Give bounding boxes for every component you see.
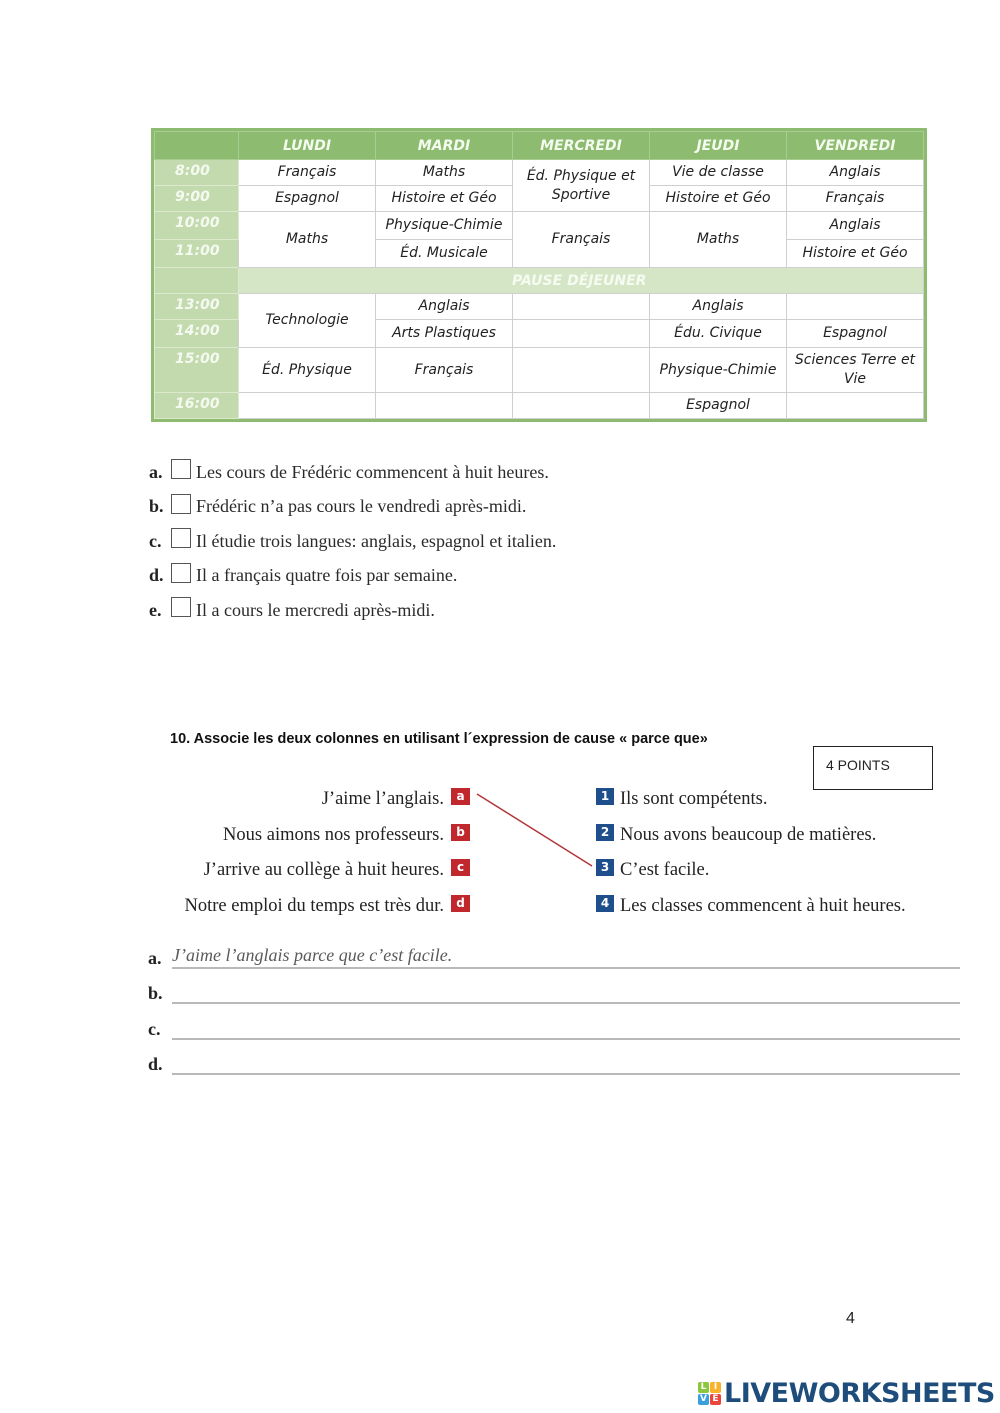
timetable-cell: Anglais [787,212,924,240]
answer-row [148,933,960,969]
timetable-cell: Français [376,348,513,393]
item-letter: e. [149,599,162,620]
points-box: 4 POINTS [813,746,933,790]
day-header-mardi: MARDI [376,132,513,160]
answer-field[interactable]: J’aime l’anglais parce que c’est facile. [172,945,960,969]
timetable-cell: Technologie [239,294,376,348]
time-label: 10:00 [155,212,239,240]
right-column [596,782,906,924]
match-text: Ils sont compétents. [620,789,768,810]
time-label: 13:00 [155,294,239,320]
day-header-lundi: LUNDI [239,132,376,160]
day-header-jeudi: JEUDI [650,132,787,160]
answer-letter: d. [148,1054,163,1074]
timetable-cell: Français [513,212,650,268]
timetable-cell: Français [787,186,924,212]
timetable-cell [376,393,513,419]
answer-field[interactable] [172,980,960,1004]
timetable-cell: Anglais [787,160,924,186]
left-column [185,782,470,924]
item-letter: b. [149,496,164,517]
timetable-cell: Anglais [650,294,787,320]
timetable-cell: Éd. Physique [239,348,376,393]
statement-text: Les cours de Frédéric commencent à huit heures. [196,461,549,482]
statement-text: Il étudie trois langues: anglais, espagnol et italien. [196,530,557,551]
match-text: J’arrive au collège à huit heures. [203,860,444,881]
logo-text: LIVEWORKSHEETS [724,1378,995,1409]
statement-text: Il a français quatre fois par semaine. [196,565,458,586]
timetable-cell [787,294,924,320]
live-logo-icon: L I V E [698,1382,721,1405]
match-text: Les classes commencent à huit heures. [620,895,906,916]
timetable-cell: Édu. Civique [650,320,787,348]
letter-badge: c [451,859,470,876]
number-badge: 3 [596,859,614,876]
answer-field[interactable] [172,1016,960,1040]
time-label: 9:00 [155,186,239,212]
timetable-cell: Histoire et Géo [787,240,924,268]
match-item-right[interactable] [596,782,906,818]
checkbox[interactable] [171,528,191,548]
timetable-cell: Maths [376,160,513,186]
timetable-cell: Maths [239,212,376,268]
time-label: 14:00 [155,320,239,348]
answer-letter: a. [148,947,162,968]
exercise-title: 10. Associe les deux colonnes en utilisant l´expression de cause « parce que» [170,731,708,747]
time-label: 8:00 [155,160,239,186]
letter-badge: b [451,824,470,841]
time-label [155,268,239,294]
item-letter: c. [149,530,162,551]
timetable-cell: Espagnol [787,320,924,348]
checkbox[interactable] [171,494,191,514]
answer-row [148,1004,960,1040]
checkbox[interactable] [171,459,191,479]
match-text: Notre emploi du temps est très dur. [184,895,444,916]
timetable-cell: Arts Plastiques [376,320,513,348]
answer-row [148,1040,960,1076]
list-item [149,593,556,628]
match-item-left[interactable] [185,889,470,925]
timetable-corner [155,132,239,160]
timetable-cell: Physique-Chimie [650,348,787,393]
day-header-vendredi: VENDREDI [787,132,924,160]
timetable-cell [513,348,650,393]
match-item-left[interactable] [185,853,470,889]
number-badge: 2 [596,824,614,841]
number-badge: 4 [596,895,614,912]
timetable-cell [787,393,924,419]
time-label: 15:00 [155,348,239,393]
liveworksheets-logo [698,1378,995,1409]
letter-badge: d [451,895,470,912]
answer-row [148,969,960,1005]
list-item [149,524,556,559]
match-text: Nous aimons nos professeurs. [223,824,444,845]
true-false-list [149,455,556,628]
checkbox[interactable] [171,563,191,583]
checkbox[interactable] [171,597,191,617]
timetable-cell [239,393,376,419]
match-item-right[interactable] [596,818,906,854]
timetable-cell: Éd. Musicale [376,240,513,268]
answer-lines [148,933,960,1075]
page-number: 4 [846,1310,855,1327]
timetable-cell [513,294,650,320]
match-item-right[interactable] [596,853,906,889]
timetable-cell: Anglais [376,294,513,320]
timetable [151,128,927,422]
list-item [149,455,556,490]
match-text: Nous avons beaucoup de matières. [620,824,877,845]
match-item-left[interactable] [185,782,470,818]
timetable-cell: Histoire et Géo [650,186,787,212]
answer-field[interactable] [172,1051,960,1075]
lunch-break-row: PAUSE DÉJEUNER [239,268,924,294]
item-letter: d. [149,565,164,586]
timetable-cell [513,320,650,348]
time-label: 11:00 [155,240,239,268]
timetable-cell: Éd. Physique et Sportive [513,160,650,212]
time-label: 16:00 [155,393,239,419]
match-item-right[interactable] [596,889,906,925]
statement-text: Il a cours le mercredi après-midi. [196,599,435,620]
timetable-cell: Espagnol [650,393,787,419]
statement-text: Frédéric n’a pas cours le vendredi après-midi. [196,496,527,517]
timetable-cell [513,393,650,419]
timetable-cell: Maths [650,212,787,268]
match-text: C’est facile. [620,860,710,881]
timetable-cell: Espagnol [239,186,376,212]
timetable-cell: Français [239,160,376,186]
timetable-cell: Histoire et Géo [376,186,513,212]
letter-badge: a [451,788,470,805]
list-item [149,559,556,594]
timetable-cell: Physique-Chimie [376,212,513,240]
answer-letter: b. [148,983,163,1003]
timetable-cell: Vie de classe [650,160,787,186]
answer-letter: c. [148,1018,161,1039]
list-item [149,490,556,525]
item-letter: a. [149,461,163,482]
match-text: J’aime l’anglais. [321,789,444,810]
number-badge: 1 [596,788,614,805]
match-item-left[interactable] [185,818,470,854]
day-header-mercredi: MERCREDI [513,132,650,160]
timetable-cell: Sciences Terre et Vie [787,348,924,393]
